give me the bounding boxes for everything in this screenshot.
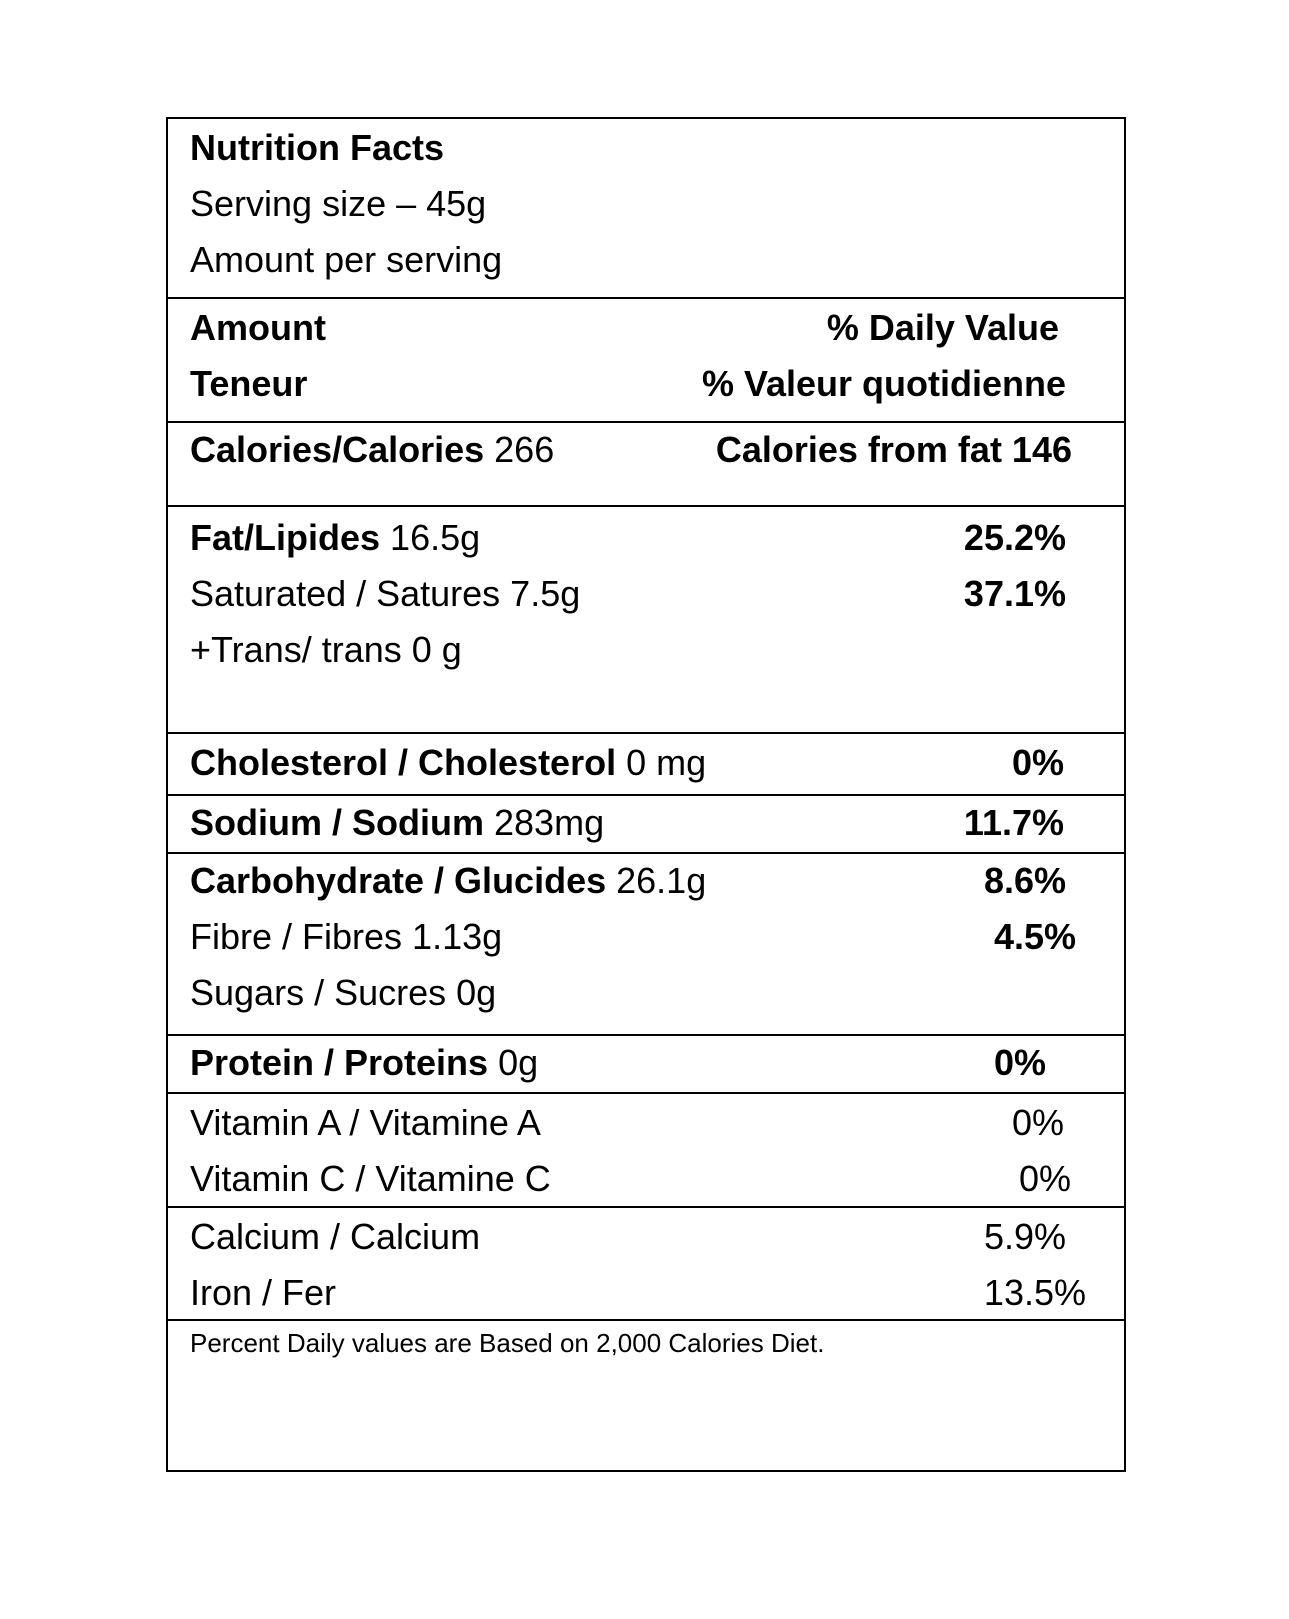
fibre-row: Fibre / Fibres 1.13g: [190, 916, 503, 957]
sugars-row: Sugars / Sucres 0g: [190, 972, 497, 1013]
serving-size: Serving size – 45g: [190, 183, 487, 224]
carbohydrate-label: Carbohydrate / Glucides: [190, 860, 607, 901]
calcium-daily-value: 5.9%: [983, 1216, 1066, 1257]
fat-label: Fat/Lipides: [190, 517, 381, 558]
vitamin-c-row: Vitamin C / Vitamine C: [190, 1158, 551, 1199]
amount-heading-en: Amount: [190, 307, 326, 348]
minerals-section: [168, 1208, 1124, 1321]
sodium-value: 283mg: [494, 802, 605, 843]
saturated-fat-daily-value: 37.1%: [963, 573, 1066, 614]
carbohydrate-row: [190, 860, 706, 902]
protein-label: Protein / Proteins: [190, 1042, 489, 1083]
fat-section: [168, 507, 1124, 734]
calories-value: 266: [494, 429, 555, 470]
calories-from-fat: Calories from fat 146: [715, 429, 1072, 470]
calories-row: [190, 429, 554, 471]
protein-value: 0g: [498, 1042, 539, 1083]
carbohydrate-daily-value: 8.6%: [983, 860, 1066, 901]
vitamin-a-daily-value: 0%: [1011, 1102, 1064, 1143]
vitamin-c-daily-value: 0%: [1018, 1158, 1071, 1199]
daily-value-heading-fr: % Valeur quotidienne: [701, 363, 1066, 404]
footnote-section: [168, 1321, 1124, 1470]
nutrition-facts-label: [166, 117, 1126, 1472]
vitamins-section: [168, 1094, 1124, 1208]
sodium-row: [190, 802, 604, 844]
calories-section: [168, 423, 1124, 507]
sodium-label: Sodium / Sodium: [190, 802, 484, 843]
protein-daily-value: 0%: [993, 1042, 1046, 1083]
amount-per-serving: Amount per serving: [190, 239, 503, 280]
iron-daily-value: 13.5%: [983, 1272, 1086, 1313]
sodium-daily-value: 11.7%: [963, 802, 1064, 843]
calories-label: Calories/Calories: [190, 429, 485, 470]
cholesterol-value: 0 mg: [626, 742, 707, 783]
column-header-section: [168, 299, 1124, 423]
amount-heading-fr: Teneur: [190, 363, 308, 404]
cholesterol-row: [190, 742, 706, 784]
vitamin-a-row: Vitamin A / Vitamine A: [190, 1102, 541, 1143]
header-section: [168, 119, 1124, 299]
fat-value: 16.5g: [390, 517, 481, 558]
fibre-daily-value: 4.5%: [993, 916, 1076, 957]
cholesterol-section: [168, 734, 1124, 796]
cholesterol-daily-value: 0%: [1011, 742, 1064, 783]
calcium-row: Calcium / Calcium: [190, 1216, 481, 1257]
carbohydrate-value: 26.1g: [616, 860, 707, 901]
sodium-section: [168, 796, 1124, 854]
protein-row: [190, 1042, 538, 1084]
protein-section: [168, 1036, 1124, 1094]
fat-row: [190, 517, 480, 559]
label-title: Nutrition Facts: [190, 127, 445, 168]
saturated-fat-row: Saturated / Satures 7.5g: [190, 573, 581, 614]
footnote: Percent Daily values are Based on 2,000 Calories Diet.: [190, 1328, 825, 1358]
daily-value-heading-en: % Daily Value: [826, 307, 1059, 348]
fat-daily-value: 25.2%: [963, 517, 1066, 558]
iron-row: Iron / Fer: [190, 1272, 337, 1313]
cholesterol-label: Cholesterol / Cholesterol: [190, 742, 617, 783]
carbohydrate-section: [168, 854, 1124, 1036]
trans-fat-row: +Trans/ trans 0 g: [190, 629, 462, 670]
